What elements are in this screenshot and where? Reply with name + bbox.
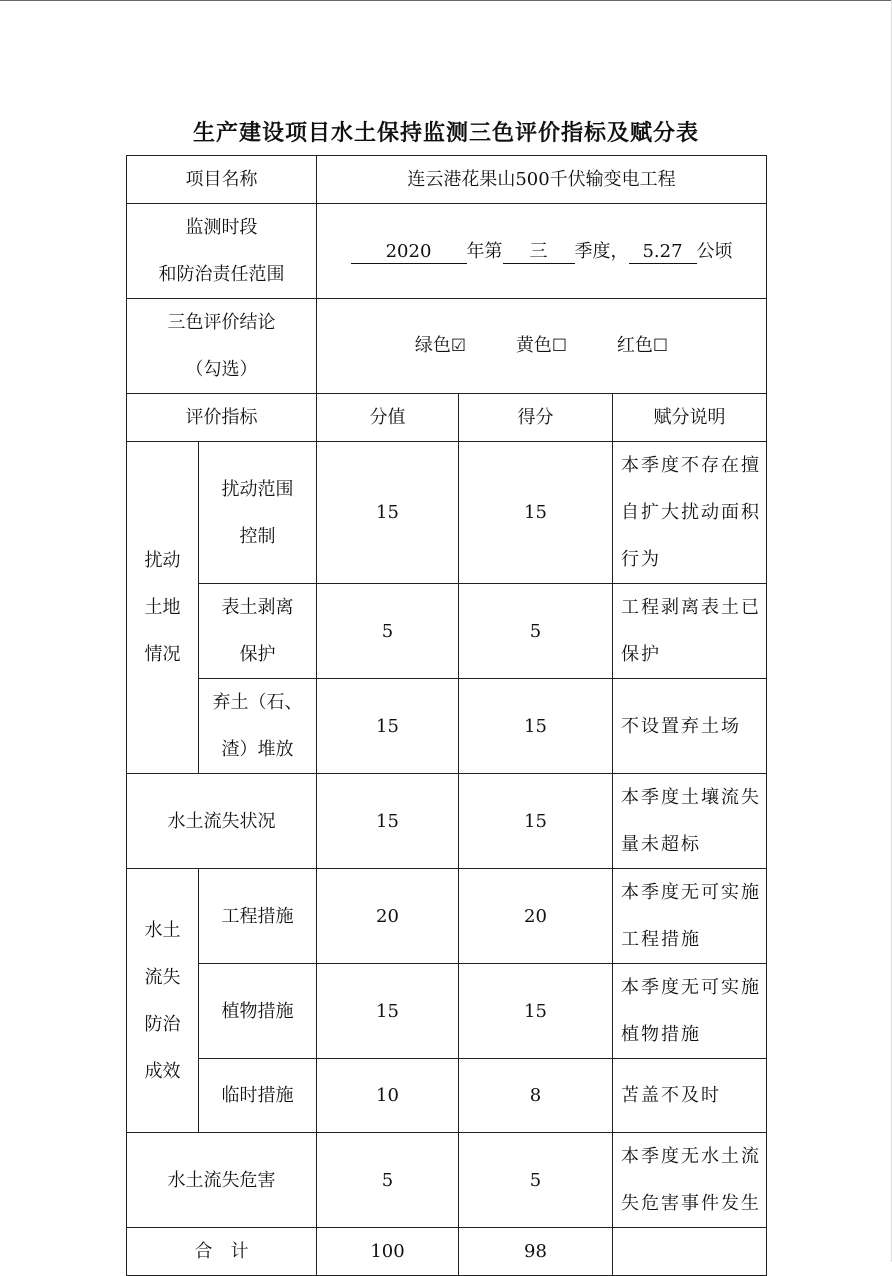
- indicator-value: 15: [317, 774, 459, 869]
- evaluation-table: [126, 155, 767, 1276]
- period-area: 5.27: [629, 241, 697, 264]
- indicator-value: 5: [317, 584, 459, 679]
- header-score: 得分: [459, 394, 613, 442]
- period-quarter: 三: [503, 241, 575, 264]
- period-label: [127, 204, 317, 299]
- indicator-note: 工程剥离表土已保护: [613, 584, 767, 679]
- table-row: [127, 442, 767, 584]
- header-row: [127, 394, 767, 442]
- indicator-score: 5: [459, 1133, 613, 1228]
- period-row: [127, 204, 767, 299]
- conclusion-label-line1: 三色评价结论: [167, 312, 276, 333]
- table-row: [127, 584, 767, 679]
- indicator-name: 弃土（石、 渣）堆放: [199, 679, 317, 774]
- conclusion-label-line2: （勾选）: [185, 359, 258, 380]
- indicator-score: 8: [459, 1059, 613, 1133]
- option-yellow[interactable]: 黄色☐: [515, 335, 568, 356]
- table-row: [127, 679, 767, 774]
- indicator-note: 苫盖不及时: [613, 1059, 767, 1133]
- table-row: [127, 869, 767, 964]
- total-value: 100: [317, 1228, 459, 1276]
- red-checkbox-icon[interactable]: ☐: [652, 336, 669, 356]
- indicator-value: 5: [317, 1133, 459, 1228]
- conclusion-options: [317, 299, 767, 394]
- total-label: 合 计: [127, 1228, 317, 1276]
- conclusion-label: [127, 299, 317, 394]
- project-label: 项目名称: [127, 156, 317, 204]
- indicator-name: 表土剥离 保护: [199, 584, 317, 679]
- indicator-note: 本季度土壤流失量未超标: [613, 774, 767, 869]
- indicator-note: 不设置弃土场: [613, 679, 767, 774]
- indicator-score: 15: [459, 679, 613, 774]
- header-score-value: 分值: [317, 394, 459, 442]
- conclusion-row: [127, 299, 767, 394]
- page-top-border: [0, 0, 892, 1]
- indicator-name: 工程措施: [199, 869, 317, 964]
- indicator-note: 本季度无水土流失危害事件发生: [613, 1133, 767, 1228]
- indicator-score: 15: [459, 774, 613, 869]
- table-row: [127, 1059, 767, 1133]
- period-area-unit: 公顷: [696, 240, 733, 262]
- period-year: 2020: [351, 241, 467, 264]
- indicator-score: 20: [459, 869, 613, 964]
- group1-label: 扰动 土地 情况: [127, 442, 199, 774]
- indicator-note: 本季度不存在擅自扩大扰动面积行为: [613, 442, 767, 584]
- group2-label: 水土 流失 防治 成效: [127, 869, 199, 1133]
- indicator-name: 水土流失状况: [127, 774, 317, 869]
- table-row: [127, 964, 767, 1059]
- indicator-score: 15: [459, 442, 613, 584]
- indicator-score: 15: [459, 964, 613, 1059]
- total-score: 98: [459, 1228, 613, 1276]
- indicator-value: 15: [317, 442, 459, 584]
- indicator-note: 本季度无可实施工程措施: [613, 869, 767, 964]
- header-indicator: 评价指标: [127, 394, 317, 442]
- period-label-line1: 监测时段: [185, 217, 258, 238]
- indicator-score: 5: [459, 584, 613, 679]
- indicator-value: 20: [317, 869, 459, 964]
- table-row: [127, 774, 767, 869]
- period-quarter-suffix: 季度，: [574, 240, 629, 262]
- indicator-name: 水土流失危害: [127, 1133, 317, 1228]
- total-row: [127, 1228, 767, 1276]
- header-explanation: 赋分说明: [613, 394, 767, 442]
- indicator-value: 10: [317, 1059, 459, 1133]
- period-value: [317, 204, 767, 299]
- option-green[interactable]: 绿色☑: [414, 335, 467, 356]
- indicator-name: 扰动范围 控制: [199, 442, 317, 584]
- project-name: 连云港花果山500千伏输变电工程: [317, 156, 767, 204]
- indicator-value: 15: [317, 964, 459, 1059]
- green-checkbox-icon[interactable]: ☑: [450, 336, 467, 356]
- indicator-name: 临时措施: [199, 1059, 317, 1133]
- project-row: [127, 156, 767, 204]
- period-year-suffix: 年第: [466, 240, 503, 262]
- yellow-checkbox-icon[interactable]: ☐: [551, 336, 568, 356]
- total-note: [613, 1228, 767, 1276]
- indicator-name: 植物措施: [199, 964, 317, 1059]
- indicator-note: 本季度无可实施植物措施: [613, 964, 767, 1059]
- indicator-value: 15: [317, 679, 459, 774]
- document-title: 生产建设项目水土保持监测三色评价指标及赋分表: [192, 121, 699, 146]
- table-row: [127, 1133, 767, 1228]
- option-red[interactable]: 红色☐: [616, 335, 669, 356]
- period-label-line2: 和防治责任范围: [158, 264, 285, 285]
